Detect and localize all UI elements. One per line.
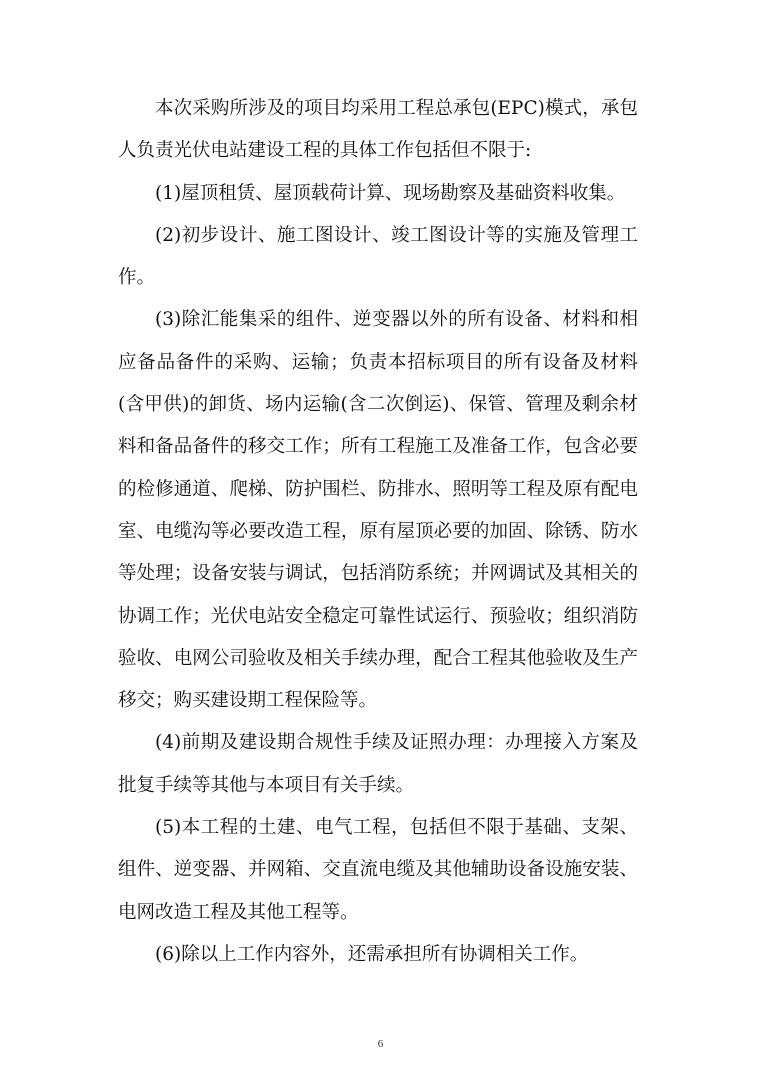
paragraph-item-5: (5)本工程的土建、电气工程，包括但不限于基础、支架、组件、逆变器、并网箱、交直流电缆及其他辅助设备设施安装、电网改造工程及其他工程等。 (118, 817, 638, 923)
paragraph-item-3: (3)除汇能集采的组件、逆变器以外的所有设备、材料和相应备品备件的采购、运输；负责本招标项目的所有设备及材料(含甲供)的卸货、场内运输(含二次倒运)、保管、管理及剩余材料和备品备件的移交工作；所有工程施工及准备工作，包含必要的检修通道、爬梯、防护围栏、防排水、照明等工程及原有配电室、电缆沟等必要改造工程，原有屋顶必要的加固、除锈、防水等处理；设备安装与调试，包括消防系统；并网调试及其相关的协调工作；光伏电站安全稳定可靠性试运行、预验收；组织消防验收、电网公司验收及相关手续办理，配合工程其他验收及生产移交；购买建设期工程保险等。 (118, 309, 638, 712)
paragraph-intro: 本次采购所涉及的项目均采用工程总承包(EPC)模式，承包人负责光伏电站建设工程的具体工作包括但不限于: (118, 98, 638, 162)
paragraph-item-2: (2)初步设计、施工图设计、竣工图设计等的实施及管理工作。 (118, 224, 638, 289)
paragraph-item-1: (1)屋顶租赁、屋顶载荷计算、现场勘察及基础资料收集。 (155, 182, 626, 204)
paragraph-item-4: (4)前期及建设期合规性手续及证照办理：办理接入方案及批复手续等其他与本项目有关手续。 (118, 732, 638, 796)
paragraph-item-6: (6)除以上工作内容外，还需承担所有协调相关工作。 (155, 943, 589, 965)
page-number: 6 (377, 1038, 384, 1050)
body-text (118, 88, 638, 976)
